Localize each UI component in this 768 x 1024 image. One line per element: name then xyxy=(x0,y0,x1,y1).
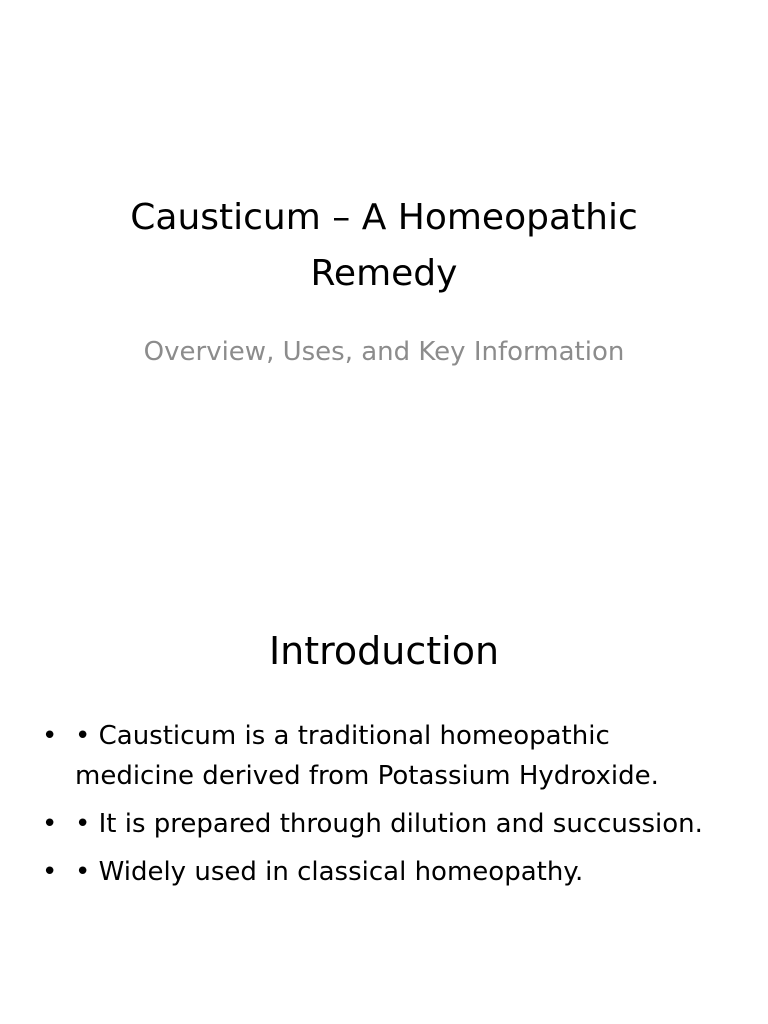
bullet-dot-icon: • xyxy=(42,809,58,839)
bullet-list xyxy=(40,716,730,900)
bullet-dot-icon: • xyxy=(42,721,58,751)
slide-title xyxy=(60,190,708,302)
bullet-dot-icon: • xyxy=(42,857,58,887)
list-item-text: • It is prepared through dilution and succussion. xyxy=(75,809,703,839)
slide-title-line-2: Remedy xyxy=(310,253,458,294)
slide-subtitle: Overview, Uses, and Key Information xyxy=(143,337,625,367)
introduction-slide xyxy=(0,512,768,1024)
list-item xyxy=(40,804,730,844)
slide-title-line-1: Causticum – A Homeopathic xyxy=(130,197,638,238)
list-item-text: • Causticum is a traditional homeopathic medicine derived from Potassium Hydroxide. xyxy=(75,721,659,791)
list-item xyxy=(40,716,730,796)
list-item xyxy=(40,852,730,892)
list-item-text: • Widely used in classical homeopathy. xyxy=(75,857,584,887)
section-heading: Introduction xyxy=(268,629,500,673)
